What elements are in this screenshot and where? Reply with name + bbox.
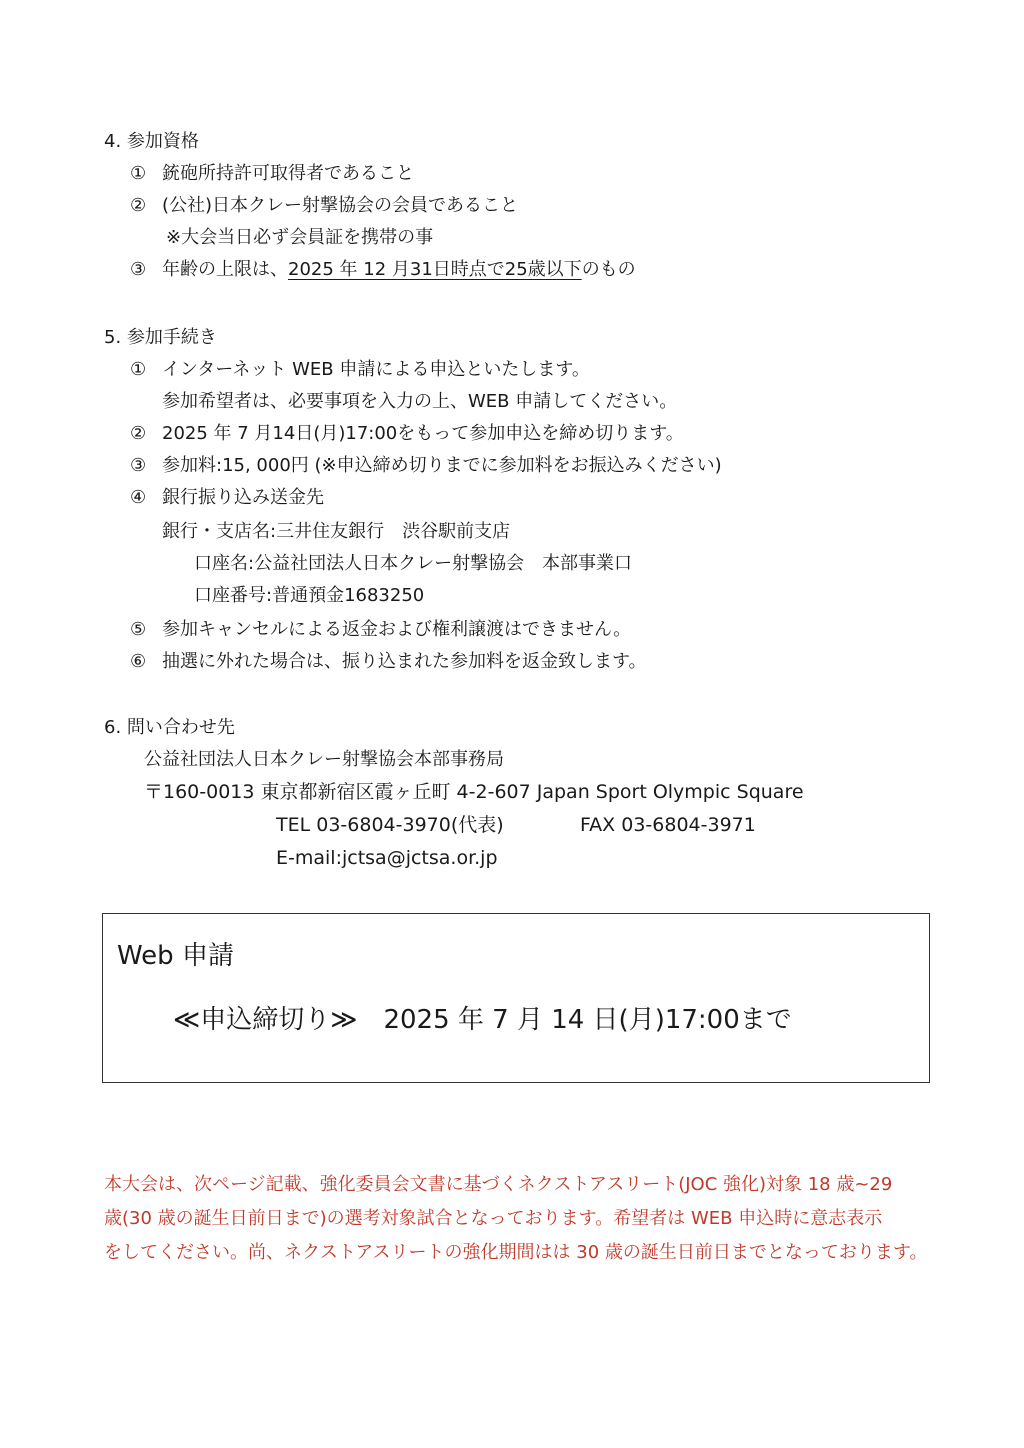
item-number: ④: [130, 487, 147, 508]
web-application-box: [102, 913, 930, 1083]
item-text: (公社)日本クレー射撃協会の会員であること: [162, 195, 519, 216]
contact-tel: TEL 03-6804-3970(代表): [276, 814, 504, 836]
section-5-item-5: [130, 618, 631, 642]
item-text: 参加キャンセルによる返金および権利譲渡はできません。: [162, 619, 632, 640]
section-6-heading: 6. 問い合わせ先: [104, 717, 235, 738]
web-application-title: Web 申請: [117, 941, 234, 971]
item-text-pre: 年齢の上限は、: [162, 259, 288, 280]
notice-line: 歳(30 歳の誕生日前日まで)の選考対象試合となっております。希望者は WEB 申込時に意志表示: [104, 1208, 883, 1229]
item-text: 2025 年 7 月14日(月)17:00をもって参加申込を締め切ります。: [162, 423, 684, 444]
section-5-item-1-cont: 参加希望者は、必要事項を入力の上、WEB 申請してください。: [162, 391, 678, 412]
section-5-item-2: [130, 422, 684, 446]
section-5-item-4: [130, 486, 324, 510]
item-number: ⑤: [130, 619, 147, 640]
notice-line: をしてください。尚、ネクストアスリートの強化期間はは 30 歳の誕生日前日までとなっております。: [104, 1242, 928, 1263]
contact-org: 公益社団法人日本クレー射撃協会本部事務局: [144, 749, 504, 770]
contact-email: E-mail:jctsa@jctsa.or.jp: [276, 847, 498, 869]
item-text-underlined: 2025 年 12 月31日時点で25歳以下: [288, 259, 582, 280]
notice-line: 本大会は、次ページ記載、強化委員会文書に基づくネクストアスリート(JOC 強化)対象 18 歳~29: [104, 1174, 893, 1195]
application-deadline: ≪申込締切り≫ 2025 年 7 月 14 日(月)17:00まで: [173, 1005, 792, 1035]
item-number: ③: [130, 259, 147, 280]
item-text: 銀行振り込み送金先: [162, 487, 324, 508]
account-name: 口座名:公益社団法人日本クレー射撃協会 本部事業口: [194, 553, 633, 574]
account-number: 口座番号:普通預金1683250: [194, 585, 425, 606]
section-4-note: ※大会当日必ず会員証を携帯の事: [166, 227, 434, 248]
item-text: 参加料:15, 000円 (※申込締め切りまでに参加料をお振込みください): [162, 455, 722, 476]
item-text: インターネット WEB 申請による申込といたします。: [162, 359, 590, 380]
section-5-item-6: [130, 650, 647, 674]
item-number: ③: [130, 455, 147, 476]
section-4-item-1: [130, 162, 414, 186]
section-4-item-2: [130, 194, 518, 218]
contact-fax: FAX 03-6804-3971: [580, 814, 756, 836]
item-text: 銃砲所持許可取得者であること: [162, 163, 414, 184]
section-4-item-3: [130, 258, 636, 282]
item-number: ②: [130, 423, 147, 444]
item-number: ⑥: [130, 651, 147, 672]
contact-address: 〒160-0013 東京都新宿区霞ヶ丘町 4-2-607 Japan Sport Olympic Square: [144, 781, 804, 803]
section-4-heading: 4. 参加資格: [104, 131, 199, 152]
section-5-item-3: [130, 454, 722, 478]
section-5-item-1: [130, 358, 590, 382]
section-5-heading: 5. 参加手続き: [104, 327, 217, 348]
item-number: ②: [130, 195, 147, 216]
item-number: ①: [130, 359, 147, 380]
item-number: ①: [130, 163, 147, 184]
item-text-post: のもの: [581, 259, 636, 280]
bank-branch: 銀行・支店名:三井住友銀行 渋谷駅前支店: [162, 521, 511, 542]
item-text: 抽選に外れた場合は、振り込まれた参加料を返金致します。: [162, 651, 647, 672]
selection-notice: [104, 1168, 934, 1270]
